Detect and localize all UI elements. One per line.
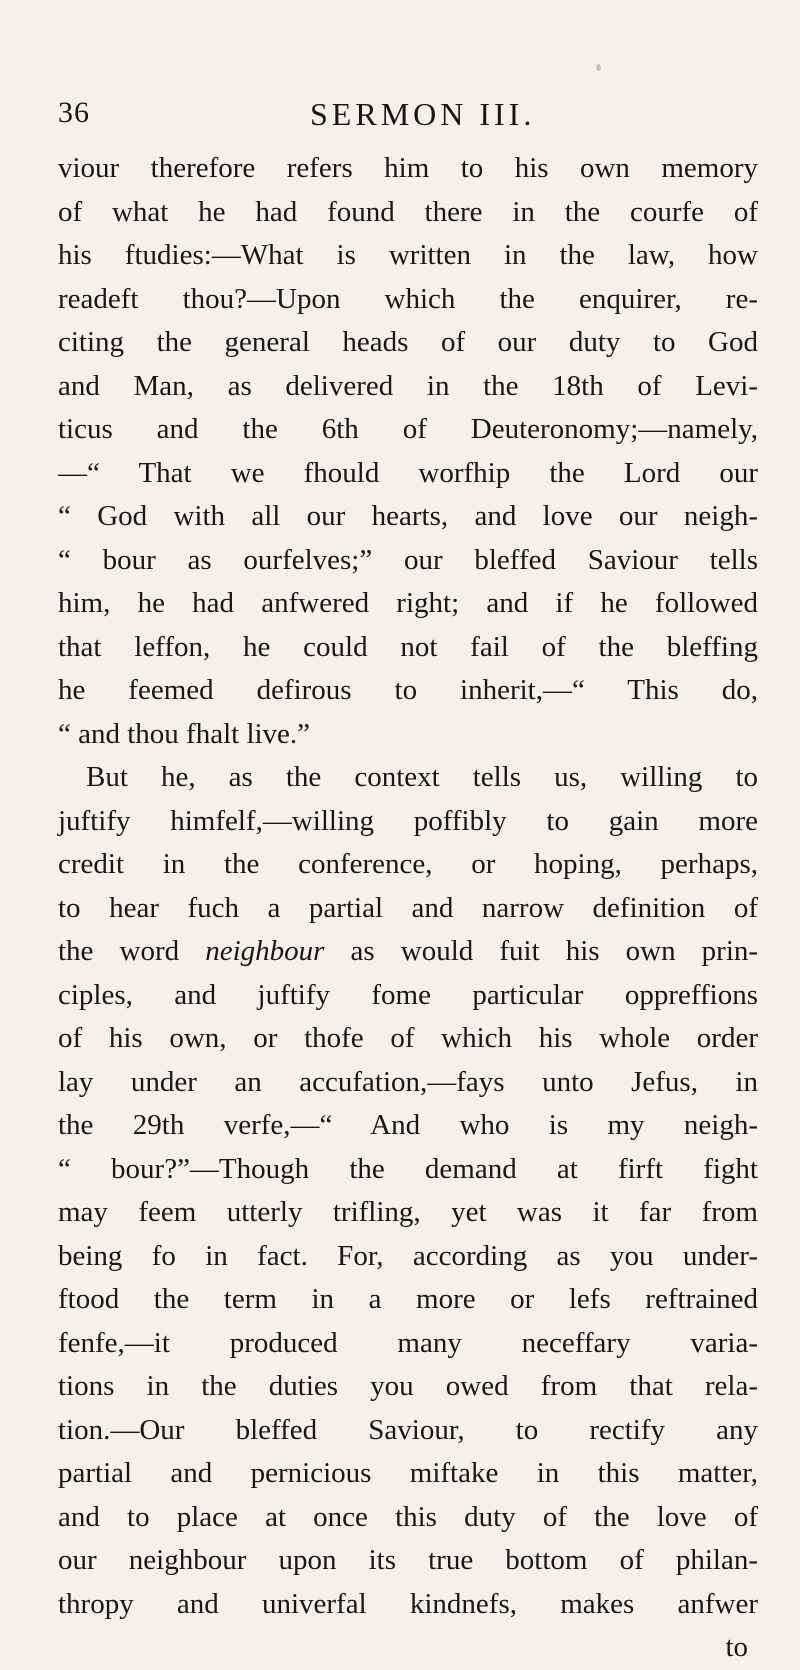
text-line: and Man, as delivered in the 18th of Levi- xyxy=(58,369,758,402)
catchword: to xyxy=(725,1631,748,1663)
text-line: ticus and the 6th of Deuteronomy;—namely, xyxy=(58,413,758,445)
text-line: to hear fuch a partial and narrow definition of xyxy=(58,891,758,924)
text-line: of what he had found there in the courfe of xyxy=(58,195,758,228)
text-line: —“ That we fhould worfhip the Lord our xyxy=(58,456,758,489)
text-line: that leffon, he could not fail of the bleffing xyxy=(58,630,758,663)
italic-word-neighbour: neighbour xyxy=(205,935,325,967)
text-line: our neighbour upon its true bottom of philan- xyxy=(58,1544,758,1576)
text-line: ftood the term in a more or lefs reftrained xyxy=(58,1283,758,1315)
paragraph-start-line: But he, as the context tells us, willing to xyxy=(86,761,758,793)
text-line: the 29th verfe,—“ And who is my neigh- xyxy=(58,1109,758,1141)
text-line: “ bour?”—Though the demand at firft fight xyxy=(58,1152,758,1185)
text-line: tion.—Our bleffed Saviour, to rectify any xyxy=(58,1413,758,1446)
text-line: his ftudies:—What is written in the law, how xyxy=(58,239,758,271)
running-head-title: SERMON III. xyxy=(310,96,536,132)
text-line: “ God with all our hearts, and love our neigh- xyxy=(58,500,758,532)
text-line: being fo in fact. For, according as you under- xyxy=(58,1239,758,1272)
text-line: lay under an accufation,—fays unto Jefus, in xyxy=(58,1065,758,1098)
text-line: partial and pernicious miftake in this matter, xyxy=(58,1457,758,1489)
foxing-speck xyxy=(596,64,601,71)
running-head xyxy=(58,96,758,136)
text-line: he feemed defirous to inherit,—“ This do, xyxy=(58,674,758,706)
text-line: “ and thou fhalt live.” xyxy=(58,717,311,750)
text-line: “ bour as ourfelves;” our bleffed Saviour tells xyxy=(58,543,758,576)
text-line: citing the general heads of our duty to God xyxy=(58,326,758,358)
text-line: of his own, or thofe of which his whole order xyxy=(58,1022,758,1054)
text-line: and to place at once this duty of the love of xyxy=(58,1500,758,1533)
text-line: ciples, and juftify fome particular oppreffions xyxy=(58,978,758,1011)
text-line: fenfe,—it produced many neceffary varia- xyxy=(58,1326,758,1359)
text-line: readeft thou?—Upon which the enquirer, re- xyxy=(58,282,758,315)
text-segment: as would fuit his own prin- xyxy=(350,935,759,967)
text-line: credit in the conference, or hoping, perhaps, xyxy=(58,848,758,880)
text-line-with-emphasis xyxy=(58,930,758,974)
text-line: juftify himfelf,—willing poffibly to gain more xyxy=(58,804,758,837)
text-segment: the word xyxy=(58,935,180,967)
text-line: him, he had anfwered right; and if he followed xyxy=(58,587,758,619)
text-line: may feem utterly trifling, yet was it far from xyxy=(58,1196,758,1228)
text-line: tions in the duties you owed from that rela- xyxy=(58,1370,758,1402)
text-line: viour therefore refers him to his own memory xyxy=(58,152,758,184)
text-line: thropy and univerfal kindnefs, makes anfwer xyxy=(58,1587,758,1620)
page-number: 36 xyxy=(58,96,90,129)
sermon-text xyxy=(58,147,758,1670)
